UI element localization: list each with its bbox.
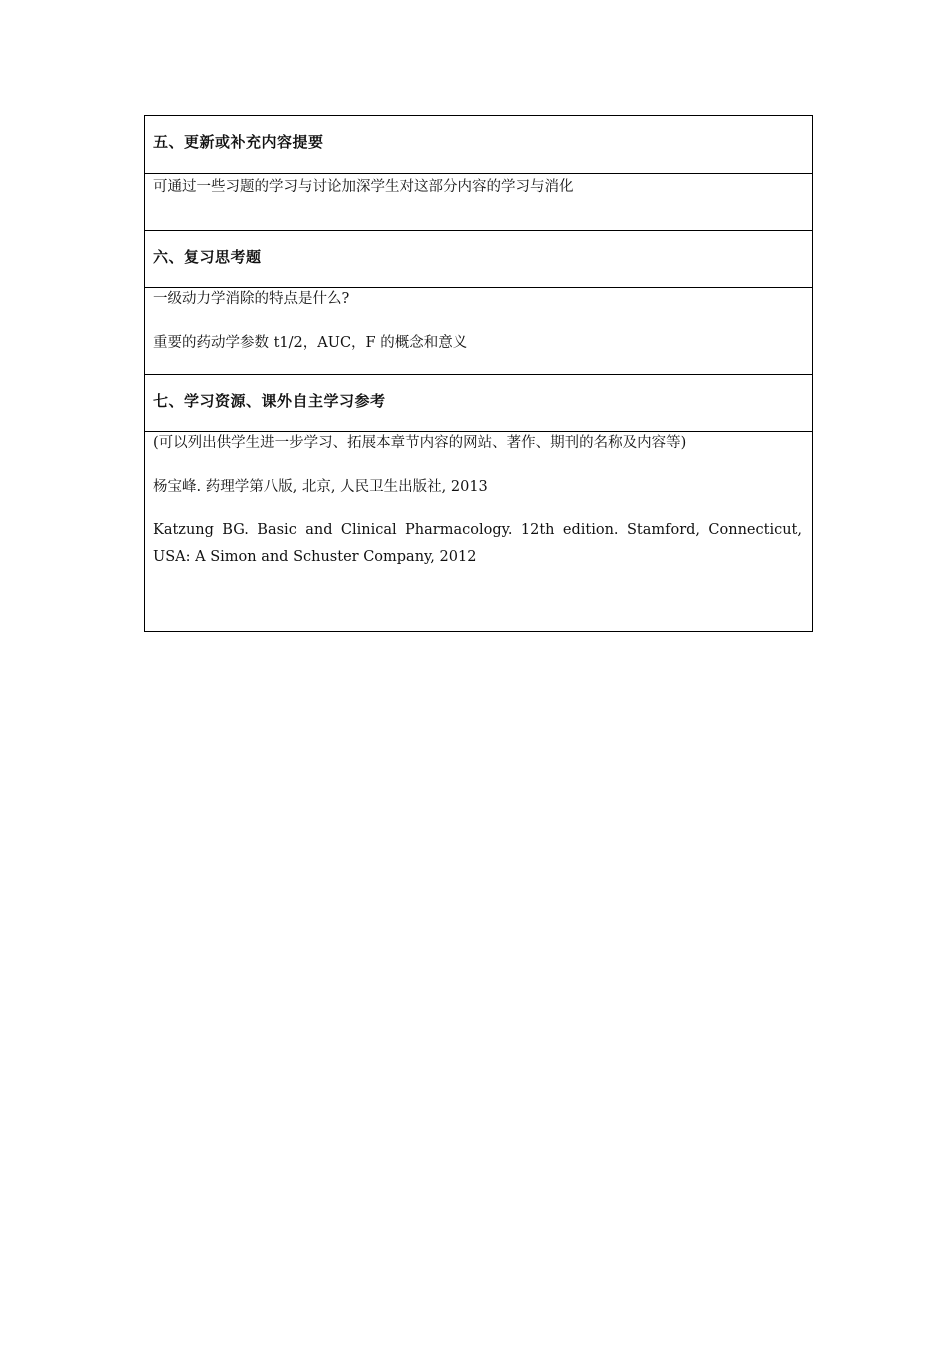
resource-note: (可以列出供学生进一步学习、拓展本章节内容的网站、著作、期刊的名称及内容等) — [153, 435, 687, 451]
section-header-review-questions — [145, 230, 812, 287]
section-body-resources — [145, 431, 812, 631]
question-item: 重要的药动学参数 t1/2，AUC，F 的概念和意义 — [153, 335, 468, 351]
body-text: 可通过一些习题的学习与讨论加深学生对这部分内容的学习与消化 — [153, 179, 574, 195]
section-body-review-questions — [145, 287, 812, 374]
section-title: 六、复习思考题 — [153, 247, 262, 266]
section-title: 五、更新或补充内容提要 — [153, 133, 324, 151]
course-outline-table — [144, 115, 813, 632]
reference-item: 杨宝峰. 药理学第八版, 北京, 人民卫生出版社, 2013 — [153, 479, 488, 495]
section-title: 七、学习资源、课外自主学习参考 — [153, 391, 386, 410]
section-header-update — [145, 116, 812, 173]
question-item: 一级动力学消除的特点是什么? — [153, 291, 350, 307]
reference-item: Katzung BG. Basic and Clinical Pharmacology. 12th edition. Stamford, Connecticut, USA: A Simon and Schuster Company, 2012 — [153, 522, 802, 565]
section-header-resources — [145, 374, 812, 431]
section-body-update — [145, 173, 812, 230]
